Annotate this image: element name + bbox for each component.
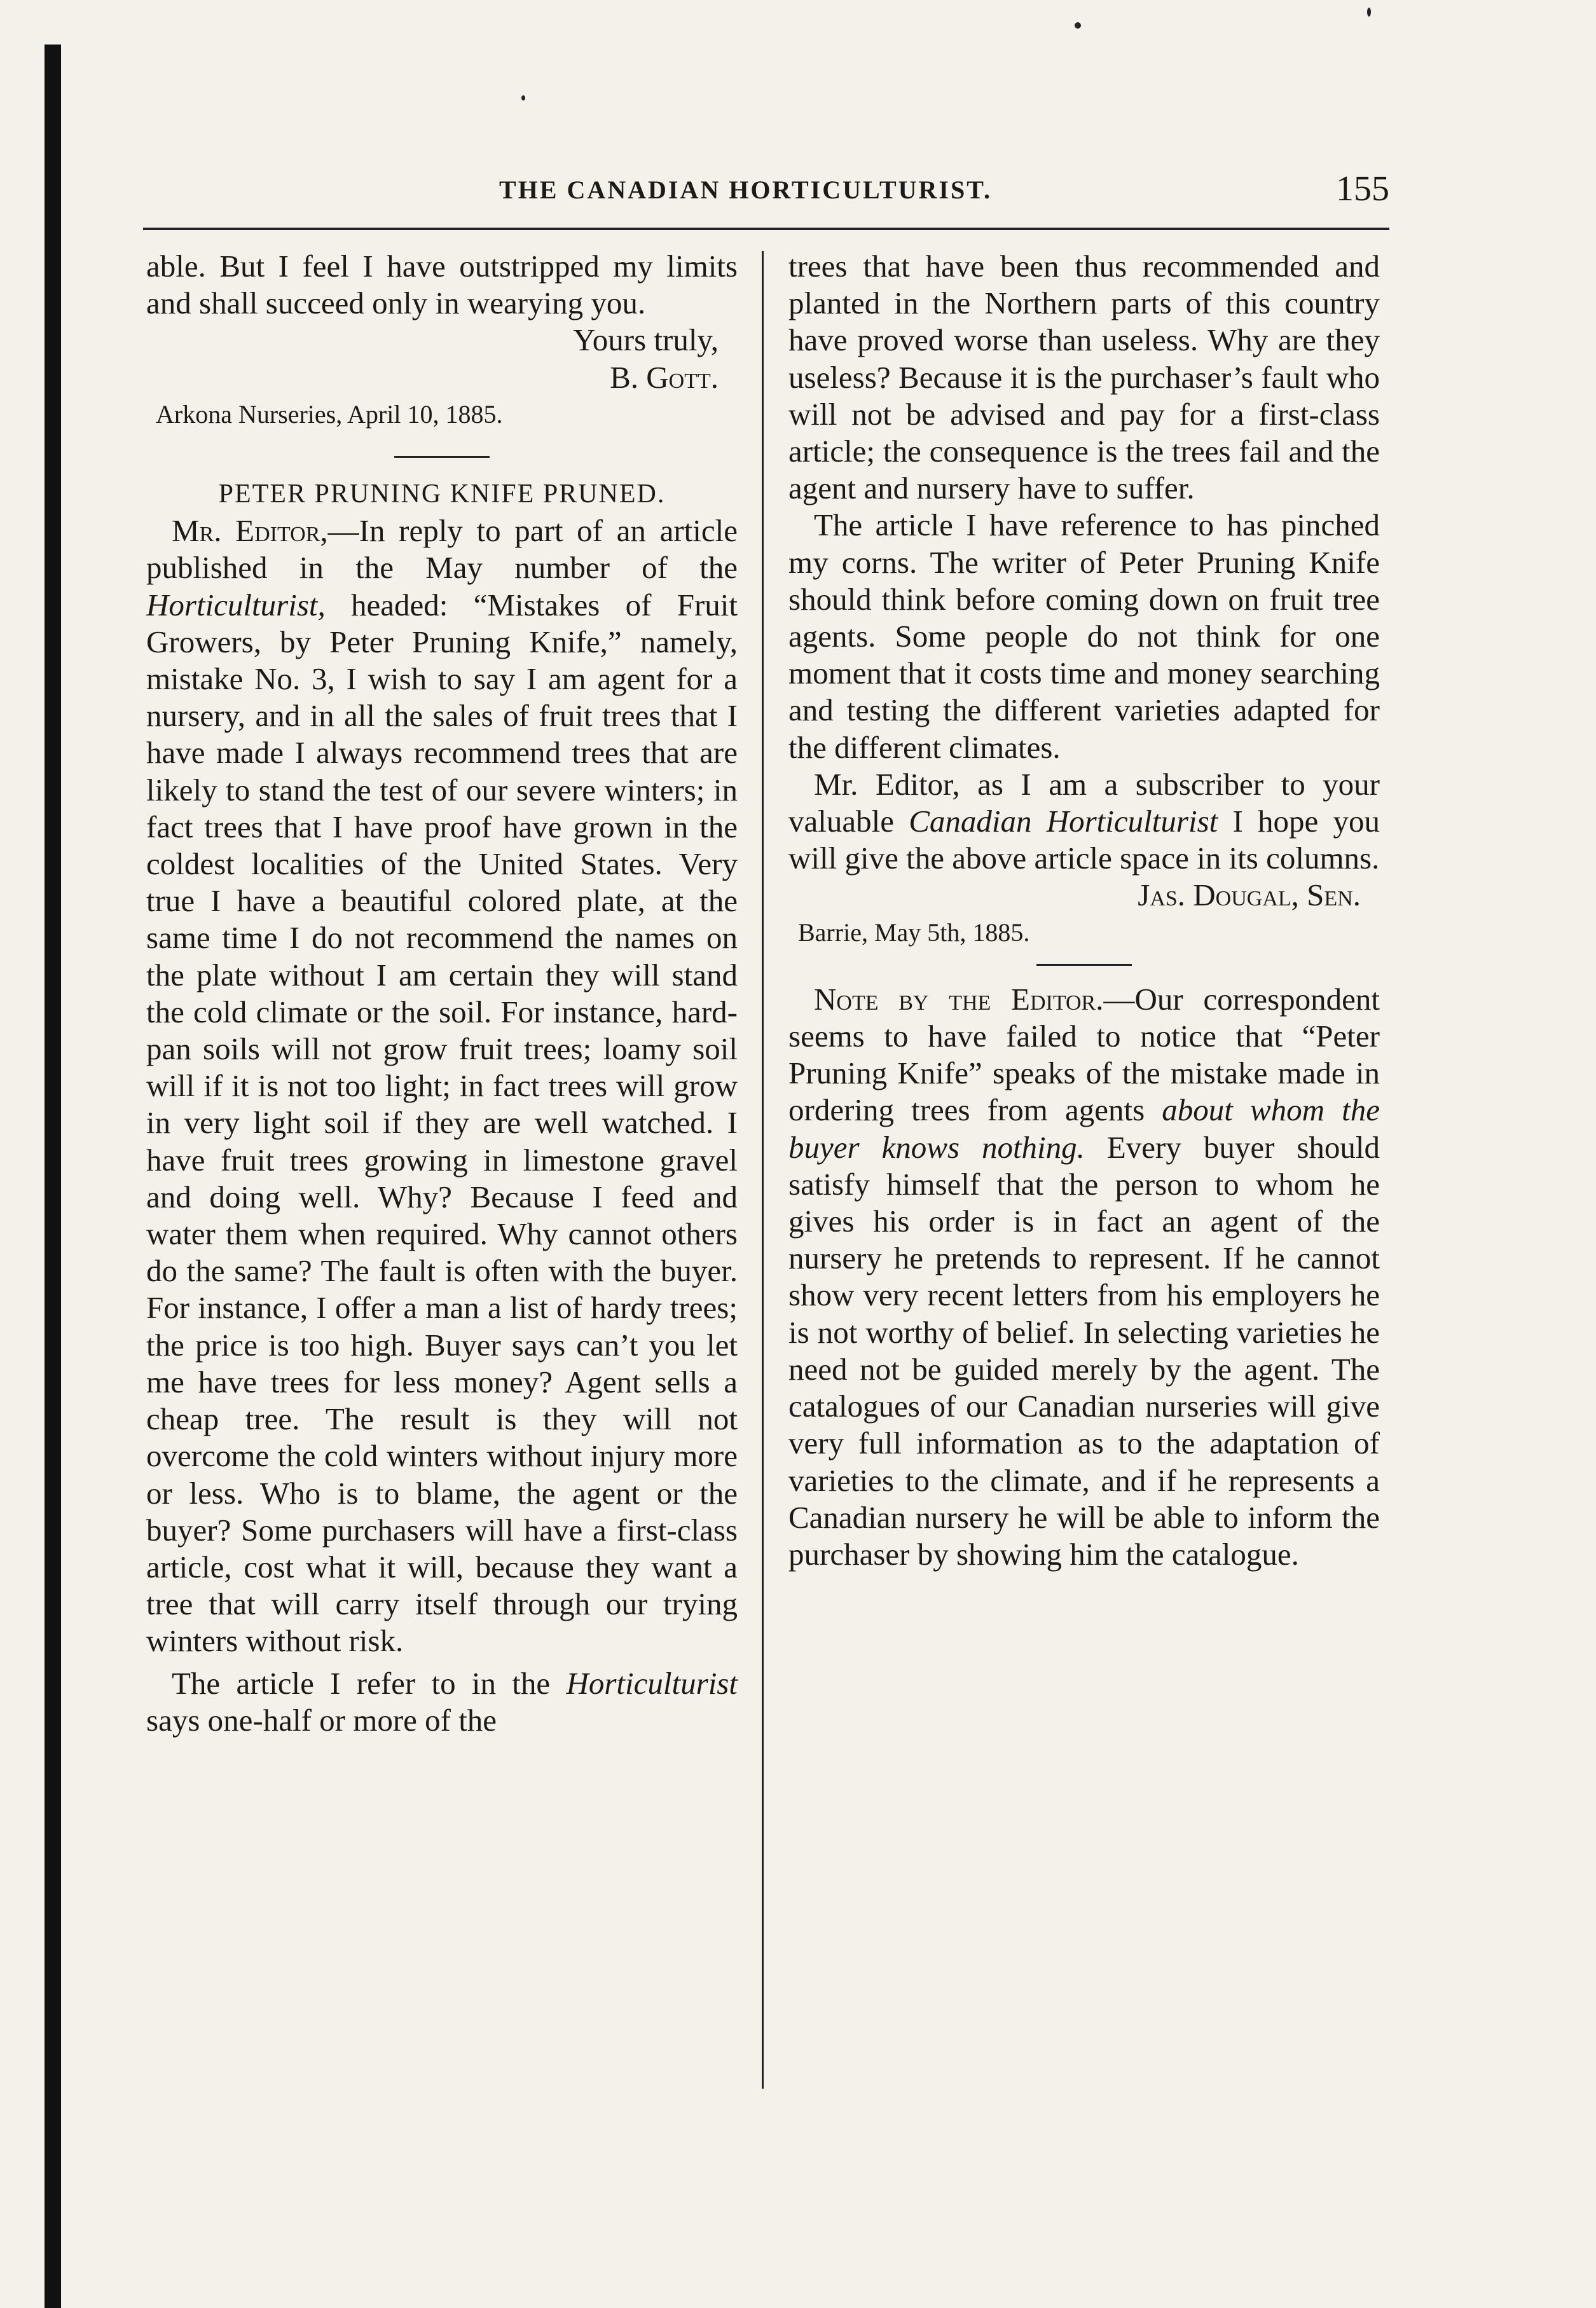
right-column: [788, 248, 1380, 1573]
column-divider: [762, 251, 764, 2089]
note-label: Note by the Editor.: [814, 981, 1104, 1017]
paragraph: The article I have reference to has pinched my corns. The writer of Peter Pruning Knife should think before coming down on fruit tree agents. Some people do not think for one moment that it costs time and money searching and testing the different varieties adapted for the different climates.: [788, 507, 1380, 765]
scan-speck: [521, 95, 525, 100]
page-number: 155: [1336, 169, 1389, 209]
editor-note: Note by the Editor.—Our correspondent seems to have failed to notice that “Peter Pruning Knife” speaks of the mistake made in ordering trees from agents about whom the buyer knows nothing. Every buyer should satisfy himself that the person to whom he gives his order is in fact an agent of the nursery he pretends to represent. If he cannot show very recent letters from his employers he is not worthy of belief. In selecting varieties he need not be guided merely by the agent. The catalogues of our Canadian nurseries will give very full information as to the adaptation of varieties to the climate, and if he represents a Canadian nursery he will be able to inform the purchaser by showing him the catalogue.: [788, 981, 1380, 1572]
paragraph: The article I refer to in the Horticulturist says one-half or more of the: [146, 1665, 738, 1738]
place-date: Arkona Nurseries, April 10, 1885.: [156, 399, 503, 429]
place-date: Barrie, May 5th, 1885.: [798, 917, 1030, 947]
scan-border: [45, 45, 61, 2308]
page-header: [143, 168, 1389, 213]
section-rule: [1036, 964, 1132, 966]
left-column: [146, 248, 738, 1739]
scan-speck: [1075, 22, 1081, 29]
paragraph: Mr. Editor, as I am a subscriber to your valuable Canadian Horticulturist I hope you will give the above article space in its columns.: [788, 766, 1380, 876]
signature: B. Gott.: [610, 359, 719, 395]
running-title: THE CANADIAN HORTICULTURIST.: [499, 175, 992, 204]
scan-speck: [1367, 8, 1371, 17]
salutation: Mr. Editor,: [172, 513, 328, 549]
closing: Yours truly,: [573, 322, 719, 358]
paragraph: able. But I feel I have outstripped my limits and shall succeed only in wearying you.: [146, 249, 738, 321]
paragraph: trees that have been thus recommended and planted in the Northern parts of this country have proved worse than useless. Why are they useless? Because it is the purchaser’s fault who will not be advised and pay for a first-class article; the consequence is the trees fail and the agent and nursery have to suffer.: [788, 249, 1380, 506]
article-headline: PETER PRUNING KNIFE PRUNED.: [218, 479, 666, 509]
section-rule: [394, 456, 490, 458]
header-rule: [143, 228, 1389, 230]
signature: Jas. Dougal, Sen.: [1138, 877, 1361, 913]
letter-body: Mr. Editor,—In reply to part of an article published in the May number of the Horticulturist, headed: “Mistakes of Fruit Growers, by Peter Pruning Knife,” namely, mistake No. 3, I wish to say I am agent for a nursery, and in all the sales of fruit trees that I have made I always recommend trees that are likely to stand the test of our severe winters; in fact trees that I have proof have grown in the coldest localities of the United States. Very true I have a beautiful colored plate, at the same time I do not recommend the names on the plate without I am certain they will stand the cold climate or the soil. For instance, hard-pan soils will not grow fruit trees; loamy soil will if it is not too light; in fact trees will grow in very light soil if they are well watched. I have fruit trees growing in limestone gravel and doing well. Why? Because I feed and water them when required. Why cannot others do the same? The fault is often with the buyer. For instance, I offer a man a list of hardy trees; the price is too high. Buyer says can’t you let me have trees for less money? Agent sells a cheap tree. The result is they will not overcome the cold winters without injury more or less. Who is to blame, the agent or the buyer? Some purchasers will have a first-class article, cost what it will, because they want a tree that will carry itself through our trying winters without risk.: [146, 513, 738, 1659]
